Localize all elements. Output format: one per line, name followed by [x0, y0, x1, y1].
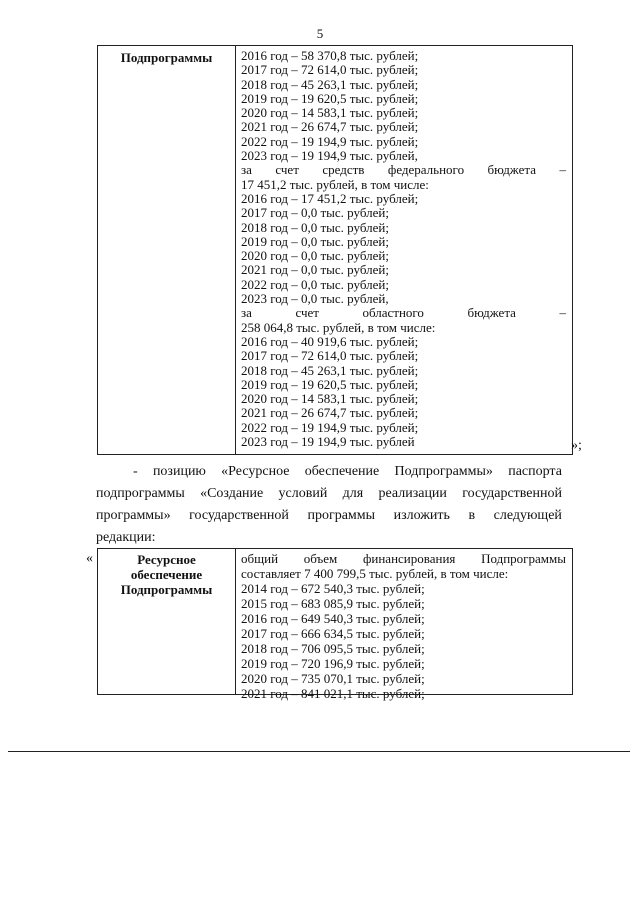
funding-line: 2023 год – 19 194,9 тыс. рублей,: [241, 148, 418, 164]
table-divider: [235, 46, 236, 454]
funding-line: 2014 год – 672 540,3 тыс. рублей;: [241, 581, 425, 596]
funding-line: 2019 год – 19 620,5 тыс. рублей;: [241, 376, 419, 392]
word: счет: [295, 305, 319, 321]
funding-line: 17 451,2 тыс. рублей, в том числе:: [241, 176, 429, 192]
word: изложить: [393, 508, 450, 523]
funding-line: 2017 год – 666 634,5 тыс. рублей;: [241, 626, 425, 641]
word: финансирования: [362, 551, 456, 566]
word: федерального: [387, 162, 465, 178]
funding-line: 2016 год – 58 370,8 тыс. рублей;: [241, 48, 419, 63]
funding-line: 2021 год – 26 674,7 тыс. рублей;: [241, 119, 419, 135]
funding-line: 2019 год – 19 620,5 тыс. рублей;: [241, 90, 419, 106]
opening-quote-mark: «: [86, 551, 93, 566]
paragraph-line: [96, 505, 562, 527]
label-line: обеспечение: [130, 567, 203, 582]
instruction-paragraph: [96, 461, 562, 549]
funding-line: 2019 год – 720 196,9 тыс. рублей;: [241, 656, 425, 671]
funding-line: 2021 год – 0,0 тыс. рублей;: [241, 262, 389, 278]
label-line: Ресурсное: [137, 552, 196, 567]
funding-line: 2016 год – 649 540,3 тыс. рублей;: [241, 611, 425, 626]
word: программы: [307, 508, 376, 523]
footer-rule: [8, 751, 630, 752]
funding-line: 2017 год – 72 614,0 тыс. рублей;: [241, 62, 419, 78]
word: паспорта: [508, 464, 562, 479]
word: за: [241, 305, 252, 321]
funding-line: 2023 год – 19 194,9 тыс. рублей: [241, 434, 415, 450]
word: государственной: [189, 508, 289, 523]
funding-line: 2022 год – 19 194,9 тыс. рублей;: [241, 133, 419, 149]
word: в: [468, 508, 476, 523]
word: реализации: [378, 486, 447, 501]
funding-line: 2015 год – 683 085,9 тыс. рублей;: [241, 596, 425, 611]
word: средств: [322, 162, 365, 178]
table-label: Подпрограммы: [120, 50, 213, 65]
paragraph-line: [96, 461, 562, 483]
word: –: [559, 305, 566, 321]
word: бюджета: [467, 305, 516, 321]
word: Подпрограммы»: [394, 464, 493, 479]
funding-lines: [241, 49, 566, 449]
word: объем: [303, 551, 338, 566]
subprogram-table: [97, 45, 573, 455]
funding-line-justified: [241, 163, 566, 177]
resource-table: [97, 548, 573, 701]
funding-line: 2020 год – 14 583,1 тыс. рублей;: [241, 391, 419, 407]
funding-line: 2021 год – 26 674,7 тыс. рублей;: [241, 405, 419, 421]
word: «Создание: [200, 486, 264, 501]
word: позицию: [152, 464, 206, 479]
paragraph-line: [96, 483, 562, 505]
word: «Ресурсное: [221, 464, 290, 479]
funding-line: 2017 год – 0,0 тыс. рублей;: [241, 205, 389, 221]
funding-line: 2018 год – 45 263,1 тыс. рублей;: [241, 362, 419, 378]
funding-line: 2019 год – 0,0 тыс. рублей;: [241, 233, 389, 249]
word: программы»: [96, 508, 171, 523]
funding-line: составляет 7 400 799,5 тыс. рублей, в том числе:: [241, 566, 509, 581]
funding-line: 2023 год – 0,0 тыс. рублей,: [241, 291, 389, 307]
funding-lines: [241, 551, 566, 701]
word: за: [241, 162, 252, 178]
label-line: Подпрограммы: [120, 582, 213, 597]
table-divider: [235, 549, 236, 694]
word: общий: [241, 551, 279, 566]
funding-line: 2021 год – 841 021,1 тыс. рублей;: [241, 686, 425, 701]
word: государственной: [462, 486, 562, 501]
funding-line-justified: [241, 551, 566, 566]
word: -: [133, 464, 138, 479]
word: –: [559, 162, 566, 178]
table-label: [98, 552, 235, 597]
word: подпрограммы: [96, 486, 185, 501]
paragraph-line: редакции:: [96, 530, 156, 545]
funding-line: 2022 год – 19 194,9 тыс. рублей;: [241, 419, 419, 435]
word: условий: [278, 486, 328, 501]
funding-line: 2018 год – 706 095,5 тыс. рублей;: [241, 641, 425, 656]
funding-line: 2016 год – 17 451,2 тыс. рублей;: [241, 190, 419, 206]
word: обеспечение: [304, 464, 380, 479]
closing-quote-mark: »;: [571, 438, 582, 453]
funding-line: 2018 год – 45 263,1 тыс. рублей;: [241, 76, 419, 92]
word: областного: [362, 305, 424, 321]
page-number: 5: [316, 26, 324, 41]
funding-line: 2020 год – 735 070,1 тыс. рублей;: [241, 671, 425, 686]
funding-line: 2020 год – 0,0 тыс. рублей;: [241, 248, 389, 264]
funding-line: 2018 год – 0,0 тыс. рублей;: [241, 219, 389, 235]
word: для: [342, 486, 364, 501]
word: Подпрограммы: [481, 551, 566, 566]
funding-line: 2017 год – 72 614,0 тыс. рублей;: [241, 348, 419, 364]
word: бюджета: [487, 162, 537, 178]
funding-line: 2016 год – 40 919,6 тыс. рублей;: [241, 333, 419, 349]
funding-line-justified: [241, 306, 566, 320]
funding-line: 2022 год – 0,0 тыс. рублей;: [241, 276, 389, 292]
funding-line: 2020 год – 14 583,1 тыс. рублей;: [241, 105, 419, 121]
word: следующей: [493, 508, 562, 523]
funding-line: 258 064,8 тыс. рублей, в том числе:: [241, 319, 436, 335]
word: счет: [275, 162, 299, 178]
